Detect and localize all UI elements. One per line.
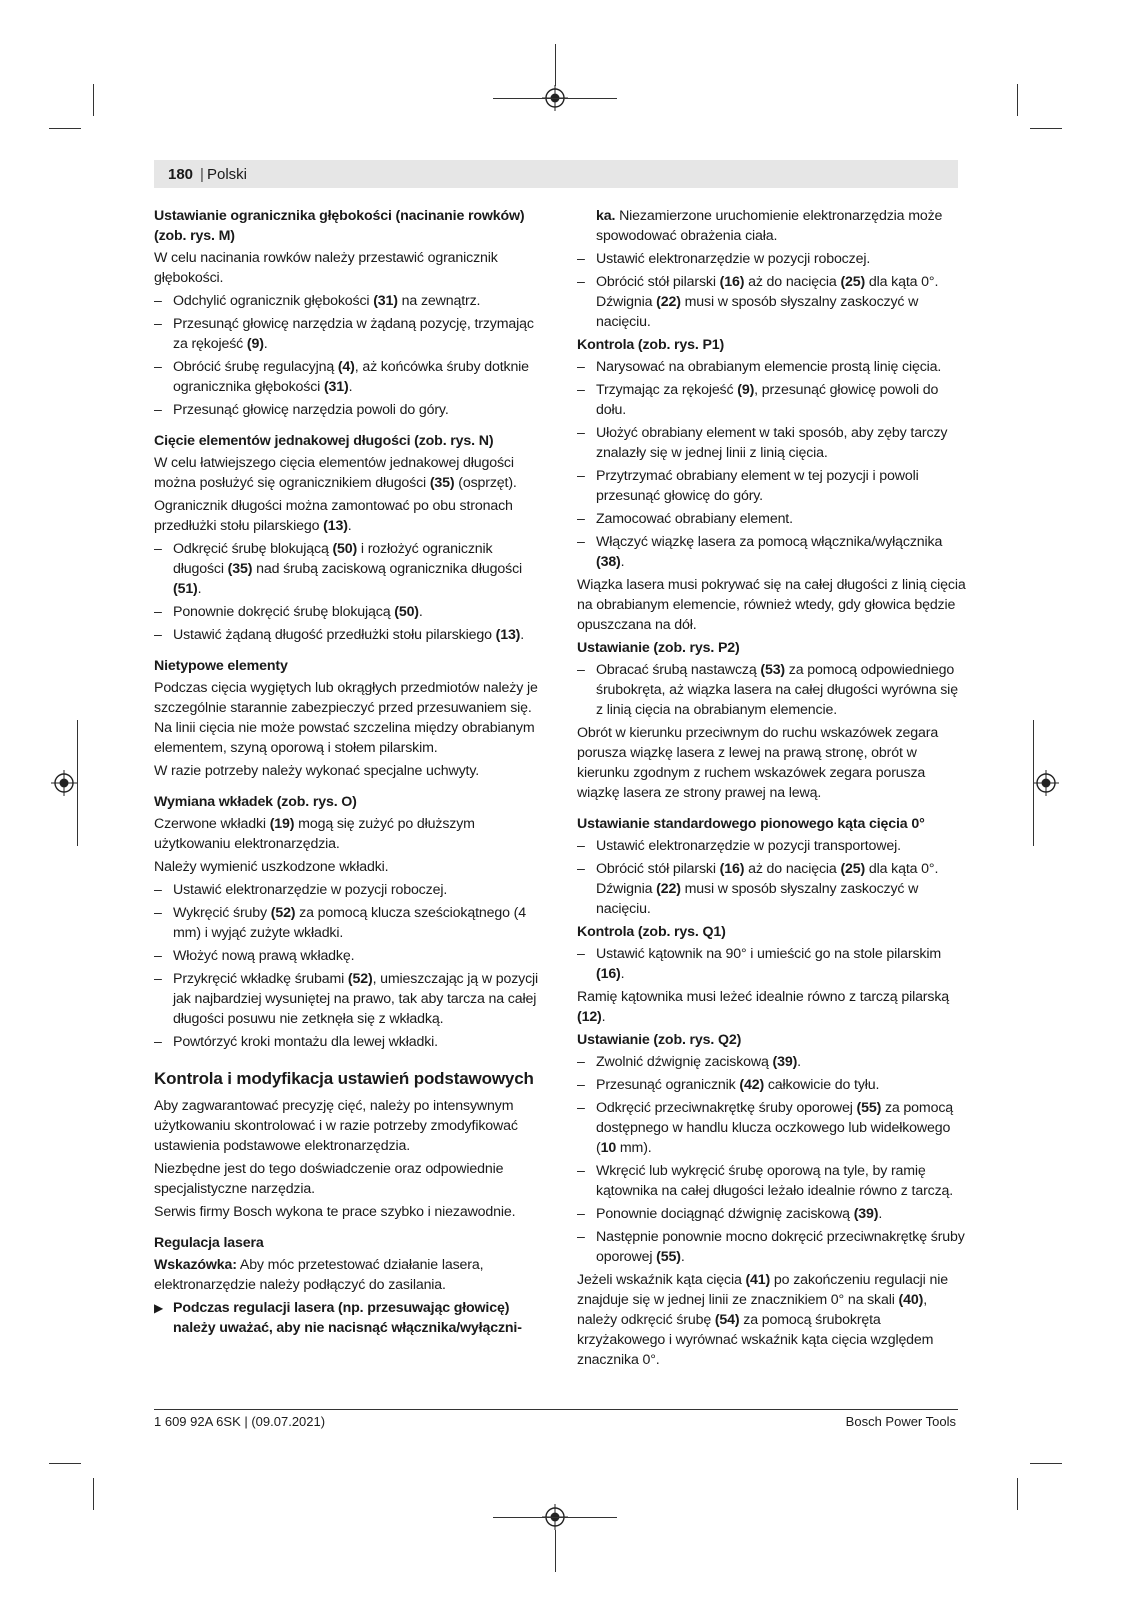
paragraph: Należy wymienić uszkodzone wkładki. <box>154 859 389 875</box>
major-heading: Kontrola i modyfikacja ustawień podstawowych <box>154 1069 534 1088</box>
list-item: – Wkręcić lub wykręcić śrubę oporową na tyle, by ramię kątownika na całej długości leżało idealnie równo z tarczą. <box>577 1161 967 1201</box>
footer-doc-code: 1 609 92A 6SK | (09.07.2021) <box>154 1414 326 1429</box>
list-item: – Obrócić stół pilarski (16) aż do nacięcia (25) dla kąta 0°. Dźwignia (22) musi w sposób słyszalny zaskoczyć w nacięciu. <box>577 859 967 919</box>
section-heading: Nietypowe elementy <box>154 658 288 674</box>
registration-mark-icon <box>51 770 77 796</box>
list-item: – Narysować na obrabianym elemencie prostą linię cięcia. <box>577 357 967 377</box>
list-item: – Obrócić śrubę regulacyjną (4), aż końcówka śruby dotknie ogranicznika głębokości (31). <box>154 357 546 397</box>
crop-mark <box>555 1530 556 1572</box>
list-item: – Ustawić żądaną długość przedłużki stołu pilarskiego (13). <box>154 625 546 645</box>
paragraph: Ogranicznik długości można zamontować po obu stronach przedłużki stołu pilarskiego (13). <box>154 498 513 534</box>
section-heading: Ustawianie ogranicznika głębokości (nacinanie rowków) (zob. rys. M) <box>154 208 525 244</box>
paragraph: Wiązka lasera musi pokrywać się na całej długości z linią cięcia na obrabianym elemencie, również wtedy, gdy głowica będzie opuszczana na dół. <box>577 577 966 633</box>
list-item: – Odkręcić śrubę blokującą (50) i rozłożyć ogranicznik długości (35) nad śrubą zaciskową ogranicznika długości (51). <box>154 539 546 599</box>
page-number: 180 <box>168 166 194 183</box>
footer-rule <box>154 1409 958 1410</box>
list-item: – Ustawić elektronarzędzie w pozycji roboczej. <box>577 249 967 269</box>
note-paragraph: Wskazówka: Aby móc przetestować działanie lasera, elektronarzędzie należy podłączyć do zasilania. <box>154 1257 484 1293</box>
crop-mark <box>1017 84 1018 116</box>
section-heading: Regulacja lasera <box>154 1235 264 1251</box>
section-heading: Ustawianie standardowego pionowego kąta cięcia 0° <box>577 816 925 832</box>
warning-notice-continued: ka. Niezamierzone uruchomienie elektronarzędzia może spowodować obrażenia ciała. <box>596 208 943 244</box>
list-item: – Powtórzyć kroki montażu dla lewej wkładki. <box>154 1032 546 1052</box>
list-item: – Ponownie dociągnąć dźwignię zaciskową (39). <box>577 1204 967 1224</box>
list-item: – Przesunąć głowicę narzędzia w żądaną pozycję, trzymając za rękojeść (9). <box>154 314 546 354</box>
list-item: – Włożyć nową prawą wkładkę. <box>154 946 546 966</box>
section-heading: Wymiana wkładek (zob. rys. O) <box>154 794 357 810</box>
crop-mark <box>555 44 556 86</box>
crop-mark <box>49 1463 81 1464</box>
list-item: – Obrócić stół pilarski (16) aż do nacięcia (25) dla kąta 0°. Dźwignia (22) musi w sposób słyszalny zaskoczyć w nacięciu. <box>577 272 967 332</box>
page-header <box>154 160 958 188</box>
paragraph: Niezbędne jest do tego doświadczenie oraz odpowiednie specjalistyczne narzędzia. <box>154 1161 504 1197</box>
crop-mark <box>493 98 617 99</box>
paragraph: W razie potrzeby należy wykonać specjalne uchwyty. <box>154 763 479 779</box>
crop-mark <box>93 84 94 116</box>
list-item: – Obracać śrubą nastawczą (53) za pomocą odpowiedniego śrubokręta, aż wiązka lasera na całej długości wyrówna się z linią cięcia na obrabianym elemencie. <box>577 660 967 720</box>
warning-notice: ▶ Podczas regulacji lasera (np. przesuwając głowicę) należy uważać, aby nie nacisnąć włącznika/wyłączni- <box>154 1298 546 1338</box>
step-list <box>154 880 546 1052</box>
paragraph: Ramię kątownika musi leżeć idealnie równo z tarczą pilarską (12). <box>577 989 950 1025</box>
paragraph: W celu nacinania rowków należy przestawić ogranicznik głębokości. <box>154 250 498 286</box>
crop-mark <box>49 128 81 129</box>
step-list <box>577 249 967 332</box>
list-item: – Trzymając za rękojeść (9), przesunąć głowicę powoli do dołu. <box>577 380 967 420</box>
list-item: – Ustawić elektronarzędzie w pozycji roboczej. <box>154 880 546 900</box>
section-heading: Cięcie elementów jednakowej długości (zob. rys. N) <box>154 433 494 449</box>
list-item: – Przytrzymać obrabiany element w tej pozycji i powoli przesunąć głowicę do góry. <box>577 466 967 506</box>
step-list <box>577 660 967 720</box>
list-item: – Przesunąć ogranicznik (42) całkowicie do tyłu. <box>577 1075 967 1095</box>
crop-mark <box>1033 720 1034 846</box>
list-item: – Ustawić kątownik na 90° i umieścić go na stole pilarskim (16). <box>577 944 967 984</box>
step-list <box>577 1052 967 1267</box>
header-language: Polski <box>207 166 248 183</box>
step-list <box>154 539 546 645</box>
list-item: – Przykręcić wkładkę śrubami (52), umieszczając ją w pozycji jak najbardziej wysuniętej na prawo, tak aby tarcza na całej długości posuwu nie zetknęła się z wkładką. <box>154 969 546 1029</box>
section-heading: Kontrola (zob. rys. Q1) <box>577 924 726 940</box>
step-list <box>577 836 967 919</box>
paragraph: Serwis firmy Bosch wykona te prace szybko i niezawodnie. <box>154 1204 516 1220</box>
crop-mark <box>493 1517 617 1518</box>
step-list <box>577 944 967 984</box>
list-item: – Ułożyć obrabiany element w taki sposób, aby zęby tarczy znalazły się w jednej linii z linią cięcia. <box>577 423 967 463</box>
crop-mark <box>1017 1478 1018 1510</box>
crop-mark <box>77 720 78 846</box>
list-item: – Ponownie dokręcić śrubę blokującą (50). <box>154 602 546 622</box>
list-item: – Przesunąć głowicę narzędzia powoli do góry. <box>154 400 546 420</box>
list-item: – Odkręcić przeciwnakrętkę śruby oporowej (55) za pomocą dostępnego w handlu klucza oczkowego lub widełkowego (10 mm). <box>577 1098 967 1158</box>
footer-brand: Bosch Power Tools <box>845 1414 956 1429</box>
list-item: – Wykręcić śruby (52) za pomocą klucza sześciokątnego (4 mm) i wyjąć zużyte wkładki. <box>154 903 546 943</box>
list-item: – Zwolnić dźwignię zaciskową (39). <box>577 1052 967 1072</box>
crop-mark <box>1030 128 1062 129</box>
step-list <box>577 357 967 572</box>
crop-mark <box>93 1478 94 1510</box>
section-heading: Ustawianie (zob. rys. Q2) <box>577 1032 742 1048</box>
right-column <box>577 206 967 1373</box>
paragraph: Obrót w kierunku przeciwnym do ruchu wskazówek zegara porusza wiązkę lasera z lewej na prawą stronę, obrót w kierunku zgodnym z ruchem wskazówek zegara porusza wiązkę lasera ze strony prawej na lewą. <box>577 725 939 801</box>
list-item: – Następnie ponownie mocno dokręcić przeciwnakrętkę śruby oporowej (55). <box>577 1227 967 1267</box>
left-column <box>154 206 546 1338</box>
paragraph: Aby zagwarantować precyzję cięć, należy po intensywnym użytkowaniu skontrolować i w razie potrzeby zmodyfikować ustawienia podstawowe elektronarzędzia. <box>154 1098 518 1154</box>
crop-mark <box>1030 1463 1062 1464</box>
list-item: – Zamocować obrabiany element. <box>577 509 967 529</box>
paragraph: Jeżeli wskaźnik kąta cięcia (41) po zakończeniu regulacji nie znajduje się w jednej linii ze znacznikiem 0° na skali (40), należy odkręcić śrubę (54) za pomocą śrubokręta krzyżakowego i wyrównać wskaźnik kąta cięcia względem znacznika 0°. <box>577 1272 948 1368</box>
paragraph: W celu łatwiejszego cięcia elementów jednakowej długości można posłużyć się ogranicznikiem długości (35) (osprzęt). <box>154 455 517 491</box>
registration-mark-icon <box>1033 770 1059 796</box>
step-list <box>154 291 546 420</box>
paragraph: Czerwone wkładki (19) mogą się zużyć po dłuższym użytkowaniu elektronarzędzia. <box>154 816 475 852</box>
paragraph: Podczas cięcia wygiętych lub okrągłych przedmiotów należy je szczególnie starannie zabezpieczyć przed przesuwaniem się. Na linii cięcia nie może powstać szczelina między obrabianym elementem, szyną oporową i stołem pilarskim. <box>154 680 538 756</box>
header-separator: | <box>200 166 204 183</box>
list-item: – Włączyć wiązkę lasera za pomocą włącznika/wyłącznika (38). <box>577 532 967 572</box>
section-heading: Ustawianie (zob. rys. P2) <box>577 640 740 656</box>
section-heading: Kontrola (zob. rys. P1) <box>577 337 725 353</box>
list-item: – Ustawić elektronarzędzie w pozycji transportowej. <box>577 836 967 856</box>
list-item: – Odchylić ogranicznik głębokości (31) na zewnątrz. <box>154 291 546 311</box>
